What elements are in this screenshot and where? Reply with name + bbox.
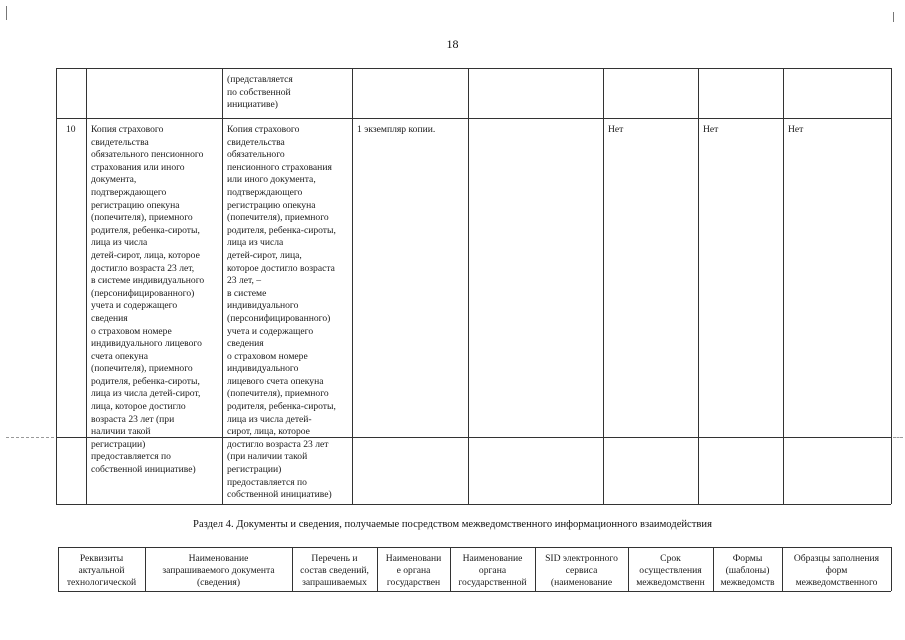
- column-border: [56, 68, 57, 504]
- header-sid-service: SID электронного сервиса (наименование: [545, 553, 618, 589]
- sample-cell: Нет: [788, 124, 804, 135]
- row-separator: [56, 118, 891, 119]
- document-quantity-cell: 1 экземпляр копии.: [357, 124, 436, 135]
- requirement-cell: Нет: [608, 124, 624, 135]
- column-border: [698, 68, 699, 504]
- header-receiving-body: Наименование органа государственной: [458, 553, 527, 589]
- column-border: [222, 68, 223, 504]
- page-number: 18: [446, 37, 459, 51]
- header-requested-document: Наименование запрашиваемого документа (сведения): [162, 553, 275, 589]
- header-form-templates: Формы (шаблоны) межведомств: [720, 553, 775, 589]
- scan-mark: [893, 12, 894, 22]
- cell-continuation-text: (представляется по собственной инициативе): [227, 74, 293, 111]
- column-border: [352, 68, 353, 504]
- row-number: 10: [66, 124, 76, 135]
- column-border: [891, 547, 892, 591]
- column-border: [891, 68, 892, 504]
- column-border: [603, 68, 604, 504]
- header-tech-requisites: Реквизиты актуальной технологической: [66, 553, 137, 589]
- table-border-bottom: [56, 504, 891, 505]
- document-description-cell: Копия страхового свидетельства обязательного пенсионного страхования или иного документа, подтверждающего регистрацию опекуна (попечителя), приемного родителя, ребенка-сироты, лица из числа детей-сирот, лица, которое достигло возраста 23 лет, – в системе индивидуального (персонифицированного) учета и содержащего сведения о страховом номере индивидуального лицевого счета опекуна (попечителя), приемного родителя, ребенка-сироты, лица из числа детей- сирот, лица, которое достигло возраста 23 лет (при наличии такой регистрации) предоставляется по собственной инициативе): [227, 124, 336, 501]
- header-info-list: Перечень и состав сведений, запрашиваемых: [300, 553, 369, 589]
- document-name-cell: Копия страхового свидетельства обязательного пенсионного страхования или иного документа, подтверждающего регистрацию опекуна (попечителя), приемного родителя, ребенка-сироты, лица из числа детей-сирот, лица, которое достигло возраста 23 лет, в системе индивидуального (персонифицированного) учета и содержащего сведения о страховом номере индивидуального лицевого счета опекуна (попечителя), приемного родителя, ребенка-сироты, лица из числа детей-сирот, лица, которое достигло возраста 23 лет (при наличии такой регистрации) предоставляется по собственной инициативе): [91, 124, 205, 476]
- header-border-top: [58, 547, 891, 548]
- column-border: [783, 68, 784, 504]
- scan-mark: [6, 6, 7, 20]
- column-border: [86, 68, 87, 504]
- header-border-bottom: [58, 591, 891, 592]
- section-4-title: Раздел 4. Документы и сведения, получаемые посредством межведомственного информационного взаимодействия: [193, 519, 712, 530]
- table-border-top: [56, 68, 891, 69]
- fold-line-left: [6, 437, 54, 438]
- fold-line-right: [893, 437, 903, 438]
- form-template-cell: Нет: [703, 124, 719, 135]
- header-term: Срок осуществления межведомственн: [636, 553, 705, 589]
- header-requesting-body: Наименовани е органа государствен: [385, 553, 442, 589]
- header-form-samples: Образцы заполнения форм межведомственного: [793, 553, 880, 589]
- column-border: [468, 68, 469, 504]
